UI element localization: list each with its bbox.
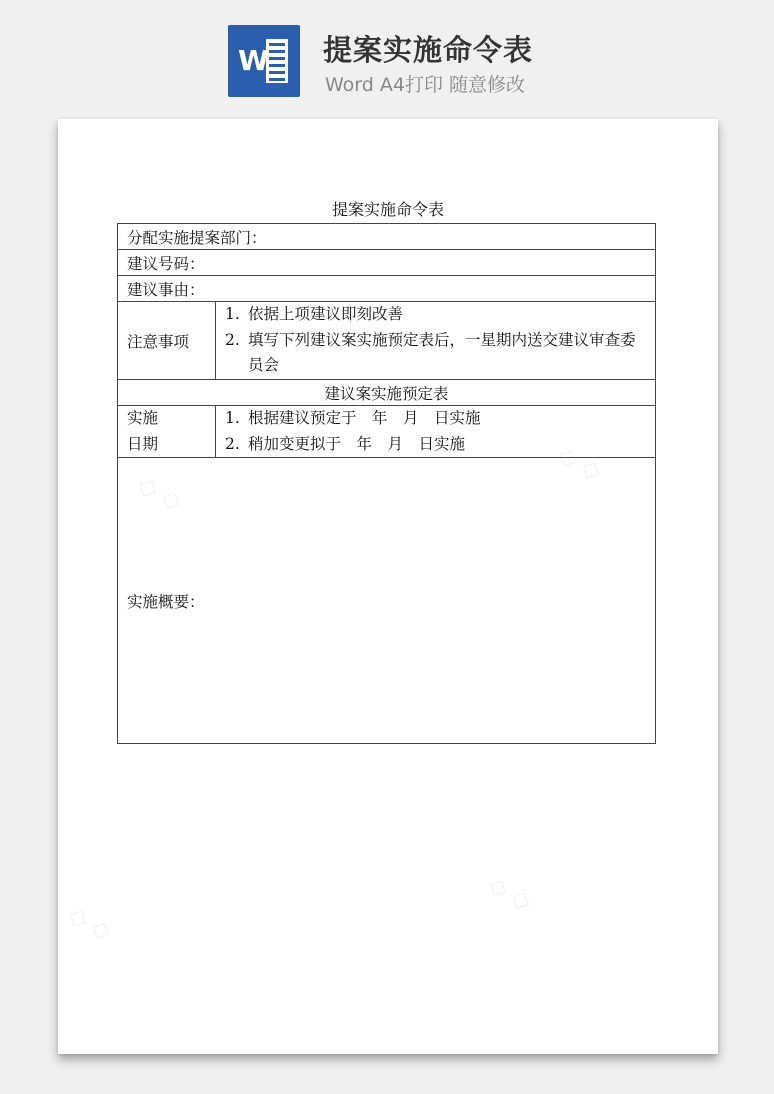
table-row bbox=[118, 250, 656, 276]
date-label-line: 日期 bbox=[127, 434, 159, 453]
implementation-summary-field[interactable] bbox=[118, 458, 656, 744]
proposal-form-table bbox=[117, 223, 656, 744]
schedule-heading: 建议案实施预定表 bbox=[118, 380, 656, 406]
word-app-icon bbox=[228, 25, 300, 97]
table-row bbox=[118, 276, 656, 302]
document-lines-icon bbox=[266, 39, 288, 83]
summary-label: 实施概要： bbox=[127, 592, 205, 611]
table-row bbox=[118, 380, 656, 406]
proposal-reason-field[interactable]: 建议事由： bbox=[118, 276, 656, 302]
word-letter-w: W bbox=[238, 44, 269, 77]
list-item bbox=[225, 406, 646, 432]
table-row bbox=[118, 302, 656, 380]
header-title: 提案实施命令表 bbox=[323, 33, 534, 67]
document-page bbox=[58, 119, 718, 1054]
watermark-decoration: ◇ ◇ bbox=[64, 900, 117, 946]
date-item-text: 稍加变更拟于 年 月 日实施 bbox=[248, 434, 466, 453]
list-item bbox=[225, 302, 646, 328]
watermark-decoration: ◇ ◇ bbox=[554, 440, 607, 486]
proposal-number-field[interactable]: 建议号码： bbox=[118, 250, 656, 276]
notes-label: 注意事项 bbox=[118, 302, 216, 380]
list-number: 1. bbox=[225, 305, 240, 324]
notes-item-text: 填写下列建议案实施预定表后，一星期内送交建议审查委员会 bbox=[248, 330, 636, 375]
document-title: 提案实施命令表 bbox=[331, 200, 444, 219]
list-number: 1. bbox=[225, 409, 240, 427]
table-row bbox=[118, 224, 656, 250]
department-field[interactable]: 分配实施提案部门： bbox=[118, 224, 656, 250]
table-row bbox=[118, 458, 656, 744]
watermark-decoration: ◇ ◇ bbox=[484, 870, 537, 916]
implementation-date-label bbox=[118, 406, 216, 458]
notes-item-text: 依据上项建议即刻改善 bbox=[248, 305, 404, 324]
list-number: 2. bbox=[225, 330, 240, 349]
date-label-line: 实施 bbox=[127, 409, 159, 427]
implementation-date-content[interactable] bbox=[216, 406, 656, 458]
notes-content bbox=[216, 302, 656, 380]
watermark-decoration: ◇ ◇ bbox=[134, 470, 187, 516]
list-number: 2. bbox=[225, 434, 240, 453]
list-item bbox=[225, 328, 646, 379]
header-subtitle: Word A4打印 随意修改 bbox=[325, 74, 526, 96]
table-row bbox=[118, 406, 656, 458]
date-item-text: 根据建议预定于 年 月 日实施 bbox=[248, 409, 481, 427]
list-item bbox=[225, 432, 646, 458]
